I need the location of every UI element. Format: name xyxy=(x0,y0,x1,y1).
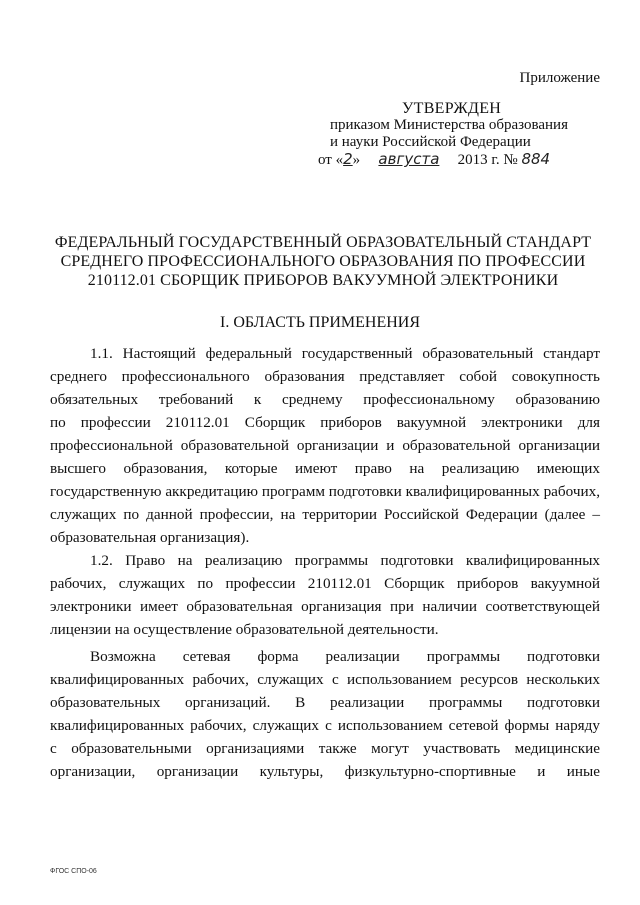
text-line: среднего профессионального образования представляет собой совокупность xyxy=(50,368,600,385)
text-line: образовательная организация). xyxy=(50,529,250,546)
text-line: рабочих, служащих по профессии 210112.01 Сборщик приборов вакуумной xyxy=(50,575,600,592)
order-date-line xyxy=(318,151,608,169)
date-year: 2013 г. № xyxy=(457,152,518,168)
order-number: 884 xyxy=(521,150,551,168)
date-day: 2 xyxy=(343,150,353,168)
document-title xyxy=(50,233,596,290)
text-line: образовательных организаций. В реализации программы подготовки xyxy=(50,694,600,711)
title-line-1: ФЕДЕРАЛЬНЫЙ ГОСУДАРСТВЕННЫЙ ОБРАЗОВАТЕЛЬНЫЙ СТАНДАРТ xyxy=(54,234,592,251)
text-line: служащих по данной профессии, на территории Российской Федерации (далее – xyxy=(50,506,600,523)
text-line: лицензии на осуществление образовательной деятельности. xyxy=(50,621,439,638)
approved-title: УТВЕРЖДЕН xyxy=(402,100,502,117)
text-line: 1.2. Право на реализацию программы подготовки квалифицированных xyxy=(90,552,600,569)
section-heading: I. ОБЛАСТЬ ПРИМЕНЕНИЯ xyxy=(219,314,421,331)
paragraph-1-1 xyxy=(50,342,600,549)
order-line-2: и науки Российской Федерации xyxy=(330,134,531,150)
approval-block xyxy=(318,100,608,169)
paragraph-network-form xyxy=(50,645,600,783)
text-line: с образовательными организациями также могут участвовать медицинские xyxy=(50,740,600,757)
text-line: 1.1. Настоящий федеральный государственный образовательный стандарт xyxy=(90,345,600,362)
paragraph-1-2 xyxy=(50,549,600,641)
footer-code: ФГОС СПО-06 xyxy=(50,868,97,875)
text-line: организации, организации культуры, физкультурно-спортивные и иные xyxy=(50,763,600,780)
text-line: квалифицированных рабочих, служащих с использованием ресурсов нескольких xyxy=(50,671,600,688)
document-body xyxy=(50,342,600,783)
text-line: профессиональной образовательной организации и образовательной организации xyxy=(50,437,600,454)
date-month: августа xyxy=(378,150,440,168)
text-line: обязательных требований к среднему профессиональному образованию xyxy=(50,391,600,408)
date-prefix: от « xyxy=(318,152,344,168)
text-line: электроники имеет образовательная организация при наличии соответствующей xyxy=(50,598,600,615)
order-line-1: приказом Министерства образования xyxy=(330,117,568,133)
appendix-label: Приложение xyxy=(519,70,600,86)
title-line-3: 210112.01 СБОРЩИК ПРИБОРОВ ВАКУУМНОЙ ЭЛЕКТРОНИКИ xyxy=(87,272,559,289)
date-mid: » xyxy=(352,152,361,168)
title-line-2: СРЕДНЕГО ПРОФЕССИОНАЛЬНОГО ОБРАЗОВАНИЯ ПО ПРОФЕССИИ xyxy=(60,253,586,270)
text-line: по профессии 210112.01 Сборщик приборов вакуумной электроники для xyxy=(50,414,600,431)
text-line: квалифицированных рабочих, служащих с использованием сетевой формы наряду xyxy=(50,717,600,734)
text-line: высшего образования, которые имеют право на реализацию имеющих xyxy=(50,460,600,477)
text-line: Возможна сетевая форма реализации программы подготовки xyxy=(90,648,600,665)
text-line: государственную аккредитацию программ подготовки квалифицированных рабочих, xyxy=(50,483,600,500)
